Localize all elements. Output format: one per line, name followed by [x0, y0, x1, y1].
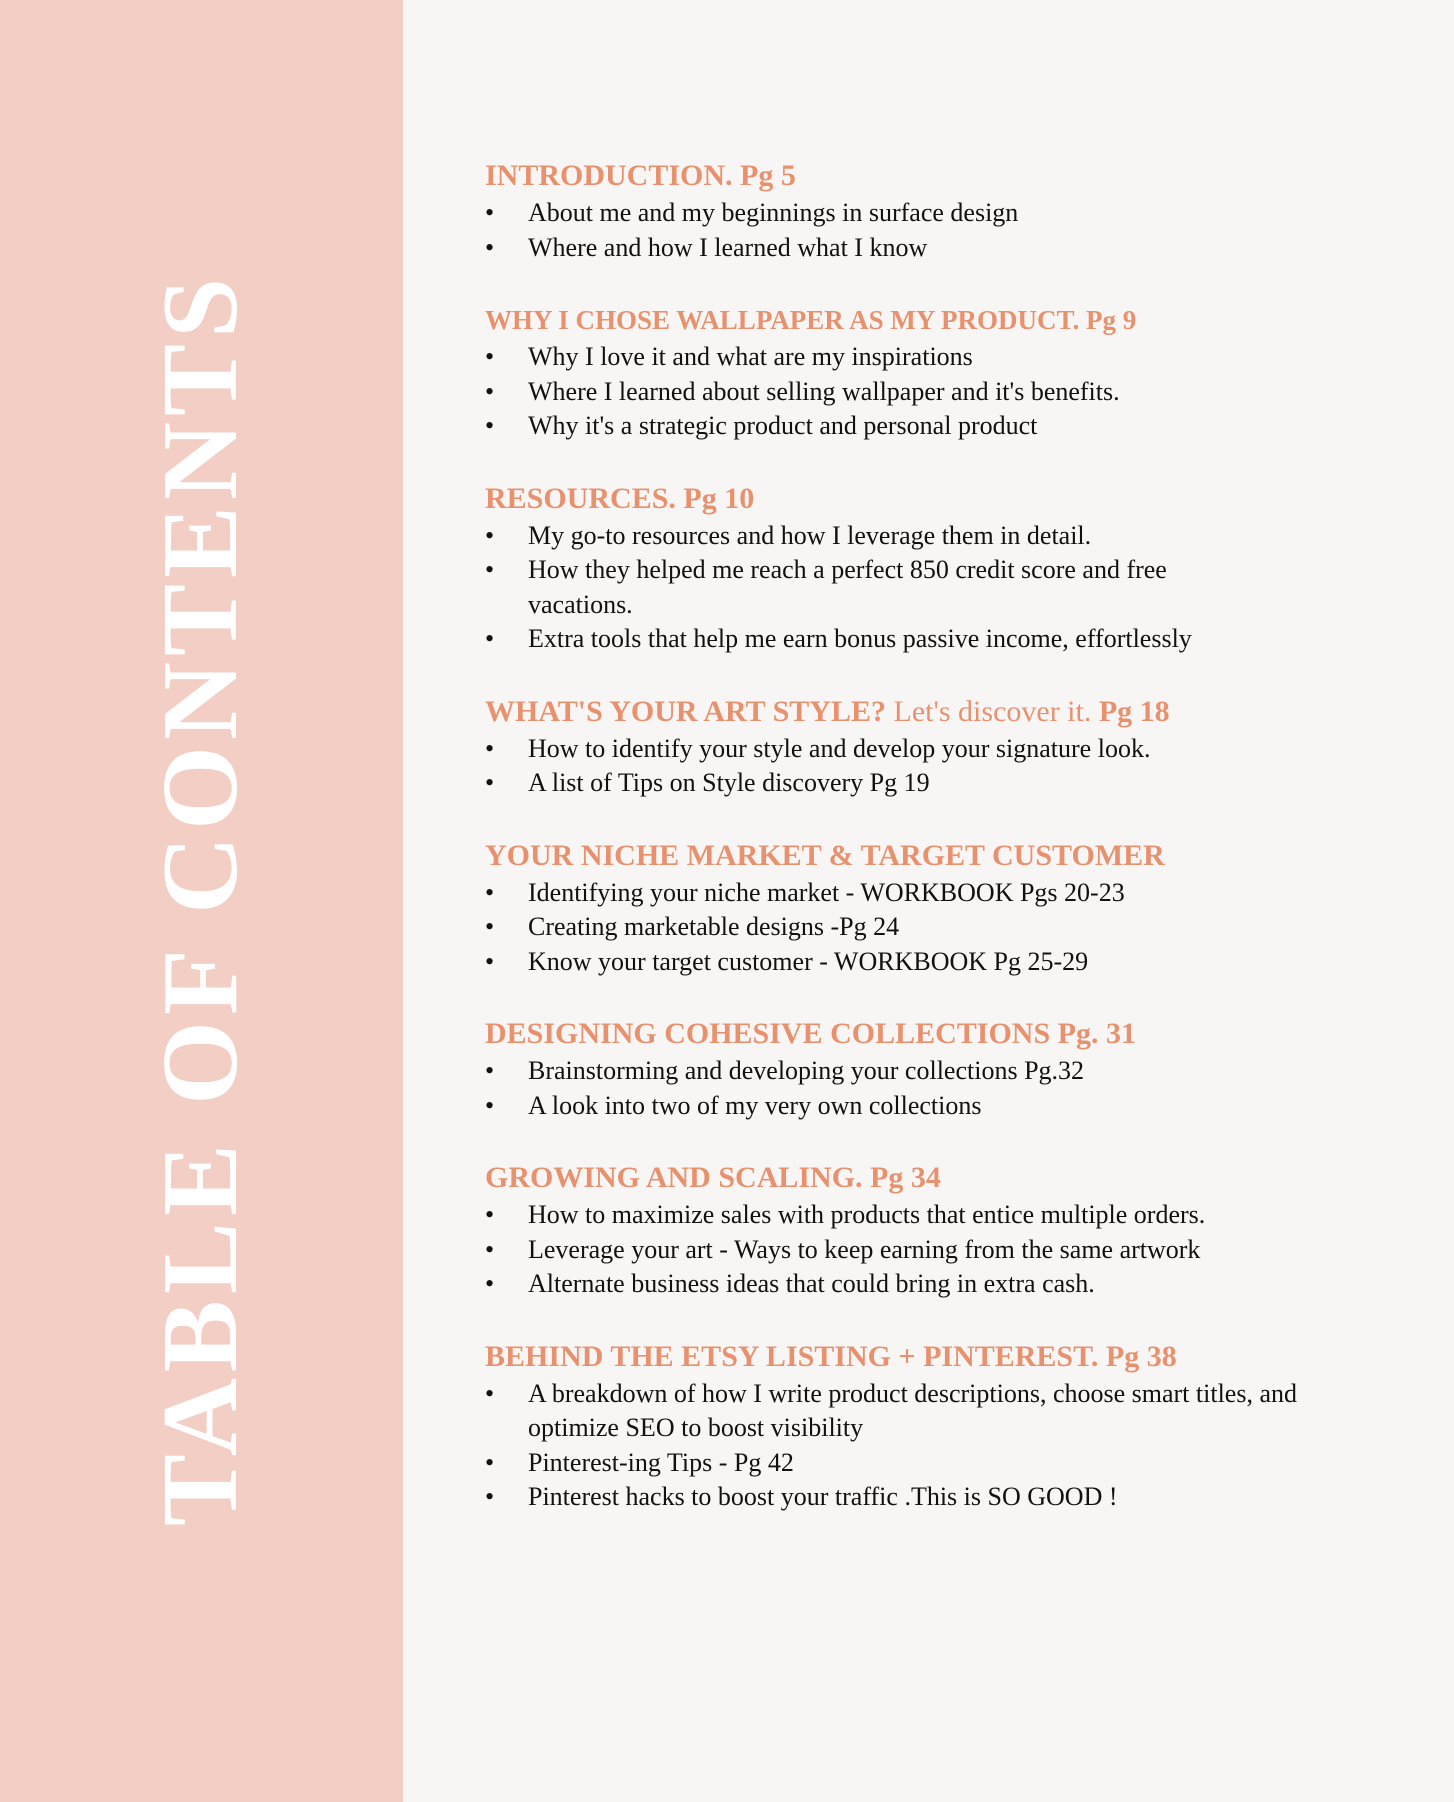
section-items: [485, 1054, 1405, 1123]
list-item: • Where I learned about selling wallpaper and it's benefits.: [485, 375, 1405, 410]
toc-section-growing: [485, 1158, 1405, 1302]
section-items: [485, 196, 1405, 265]
section-items: [485, 1198, 1405, 1302]
list-item: • How to maximize sales with products that entice multiple orders.: [485, 1198, 1405, 1233]
section-heading: BEHIND THE ETSY LISTING + PINTEREST. Pg 38: [485, 1339, 1177, 1373]
section-items: [485, 340, 1405, 444]
list-item: • A look into two of my very own collections: [485, 1089, 1405, 1124]
toc-content: [485, 156, 1405, 1550]
list-item: • Creating marketable designs -Pg 24: [485, 910, 1405, 945]
toc-section-wallpaper: [485, 300, 1405, 444]
list-item: • Why it's a strategic product and personal product: [485, 409, 1405, 444]
list-item: • Pinterest-ing Tips - Pg 42: [485, 1446, 1405, 1481]
section-heading: YOUR NICHE MARKET & TARGET CUSTOMER: [485, 838, 1165, 872]
section-heading: INTRODUCTION. Pg 5: [485, 159, 796, 192]
toc-section-resources: [485, 479, 1405, 657]
section-heading: WHY I CHOSE WALLPAPER AS MY PRODUCT. Pg 9: [485, 305, 1137, 335]
list-item: • Why I love it and what are my inspirations: [485, 340, 1405, 375]
list-item: • How they helped me reach a perfect 850 credit score and free vacations.: [485, 553, 1228, 622]
section-items: [485, 1377, 1405, 1515]
section-items: [485, 519, 1405, 657]
section-heading-sub: Let's discover it.: [886, 694, 1099, 728]
section-heading-page: Pg 18: [1098, 694, 1170, 728]
list-item: • Leverage your art - Ways to keep earning from the same artwork: [485, 1233, 1405, 1268]
list-item: • Pinterest hacks to boost your traffic .This is SO GOOD !: [485, 1480, 1405, 1515]
section-items: [485, 876, 1405, 980]
toc-section-niche-market: [485, 836, 1405, 980]
list-item: • Where and how I learned what I know: [485, 231, 1405, 266]
section-heading-main: WHAT'S YOUR ART STYLE?: [485, 694, 886, 728]
toc-section-collections: [485, 1014, 1405, 1123]
list-item: • Extra tools that help me earn bonus passive income, effortlessly: [485, 622, 1405, 657]
list-item: • Know your target customer - WORKBOOK Pg 25-29: [485, 945, 1405, 980]
toc-section-introduction: [485, 156, 1405, 265]
list-item: • About me and my beginnings in surface design: [485, 196, 1405, 231]
toc-section-art-style: [485, 692, 1405, 801]
section-items: [485, 732, 1405, 801]
list-item: • How to identify your style and develop your signature look.: [485, 732, 1405, 767]
section-heading: RESOURCES. Pg 10: [485, 481, 755, 515]
list-item: • Brainstorming and developing your collections Pg.32: [485, 1054, 1405, 1089]
list-item: • A breakdown of how I write product descriptions, choose smart titles, and optimize SEO to boost visibility: [485, 1377, 1328, 1446]
list-item: • My go-to resources and how I leverage them in detail.: [485, 519, 1405, 554]
list-item: • A list of Tips on Style discovery Pg 19: [485, 766, 1405, 801]
section-heading: GROWING AND SCALING. Pg 34: [485, 1161, 941, 1194]
toc-section-etsy-pinterest: [485, 1337, 1405, 1515]
section-heading: [485, 692, 1405, 732]
list-item: • Alternate business ideas that could bring in extra cash.: [485, 1267, 1405, 1302]
page-title: TABLE OF CONTENTS: [141, 271, 260, 1527]
sidebar-panel: [0, 0, 403, 1802]
list-item: • Identifying your niche market - WORKBOOK Pgs 20-23: [485, 876, 1405, 911]
section-heading: DESIGNING COHESIVE COLLECTIONS Pg. 31: [485, 1017, 1136, 1050]
